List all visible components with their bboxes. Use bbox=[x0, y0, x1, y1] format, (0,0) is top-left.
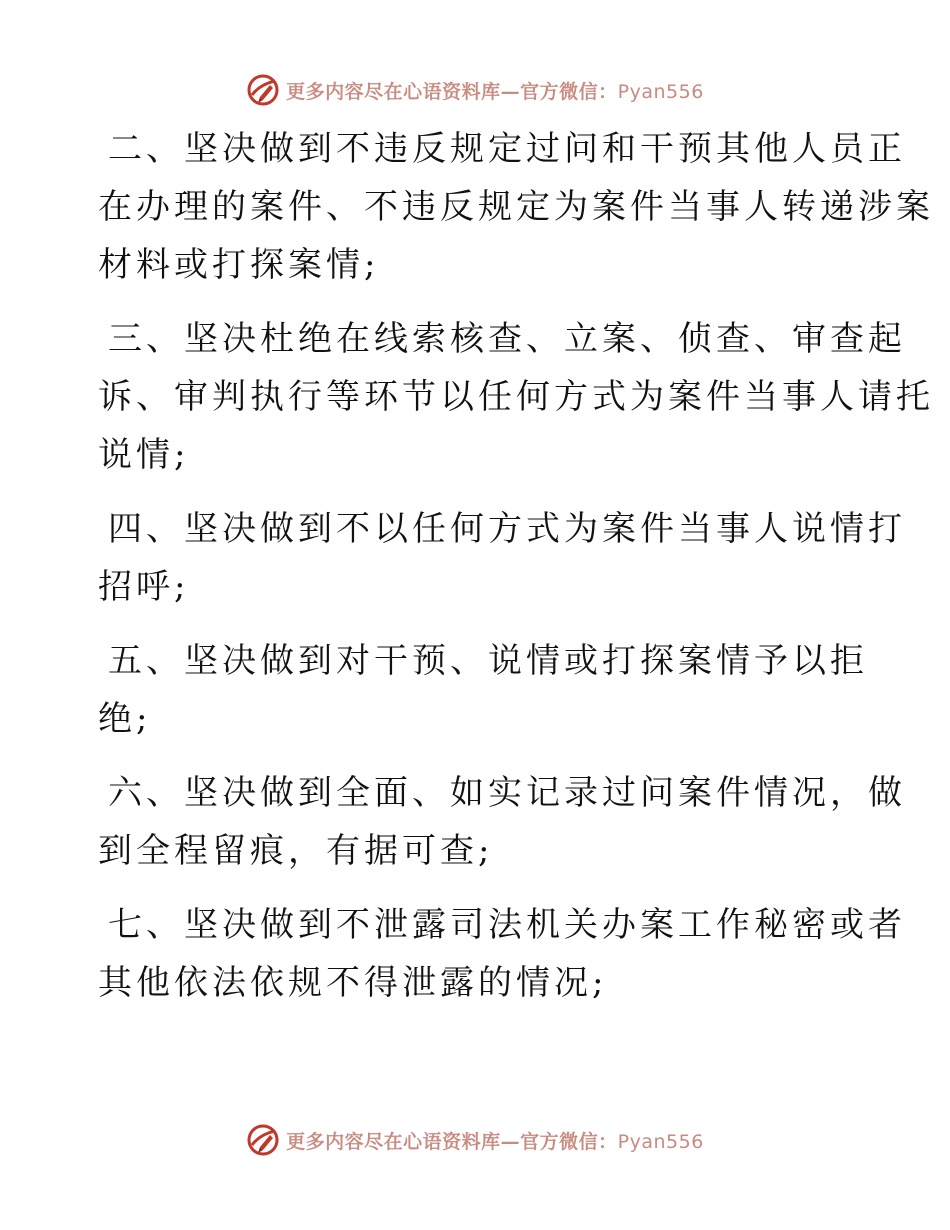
paragraph-6 bbox=[98, 764, 906, 880]
paragraph-line: 到全程留痕，有据可查; bbox=[98, 831, 494, 871]
paragraph-2 bbox=[98, 120, 934, 294]
paragraph-line: 说情; bbox=[98, 435, 190, 475]
paragraph-line: 五、坚决做到对干预、说情或打探案情予以拒 bbox=[108, 641, 868, 681]
paragraph-line: 二、坚决做到不违反规定过问和干预其他人员正 bbox=[108, 129, 906, 169]
paragraph-line: 招呼; bbox=[98, 567, 190, 607]
paragraph-3 bbox=[98, 310, 934, 484]
paragraph-line: 七、坚决做到不泄露司法机关办案工作秘密或者 bbox=[108, 905, 906, 945]
watermark-text: 更多内容尽在心语资料库—官方微信：Pyan556 bbox=[286, 80, 704, 103]
header-watermark bbox=[0, 68, 950, 112]
pen-logo-icon bbox=[246, 1123, 280, 1157]
paragraph-line: 三、坚决杜绝在线索核查、立案、侦查、审查起 bbox=[108, 319, 906, 359]
watermark-text: 更多内容尽在心语资料库—官方微信：Pyan556 bbox=[286, 1130, 704, 1153]
paragraph-5 bbox=[98, 632, 868, 748]
paragraph-4 bbox=[98, 500, 906, 616]
paragraph-line: 四、坚决做到不以任何方式为案件当事人说情打 bbox=[108, 509, 906, 549]
pen-logo-icon bbox=[246, 73, 280, 107]
document-body bbox=[98, 120, 934, 1028]
paragraph-7 bbox=[98, 896, 906, 1012]
paragraph-line: 诉、审判执行等环节以任何方式为案件当事人请托 bbox=[98, 377, 934, 417]
paragraph-line: 其他依法依规不得泄露的情况; bbox=[98, 963, 608, 1003]
paragraph-line: 在办理的案件、不违反规定为案件当事人转递涉案 bbox=[98, 187, 934, 227]
paragraph-line: 材料或打探案情; bbox=[98, 245, 380, 285]
paragraph-line: 六、坚决做到全面、如实记录过问案件情况，做 bbox=[108, 773, 906, 813]
paragraph-line: 绝; bbox=[98, 699, 152, 739]
footer-watermark bbox=[0, 1118, 950, 1162]
